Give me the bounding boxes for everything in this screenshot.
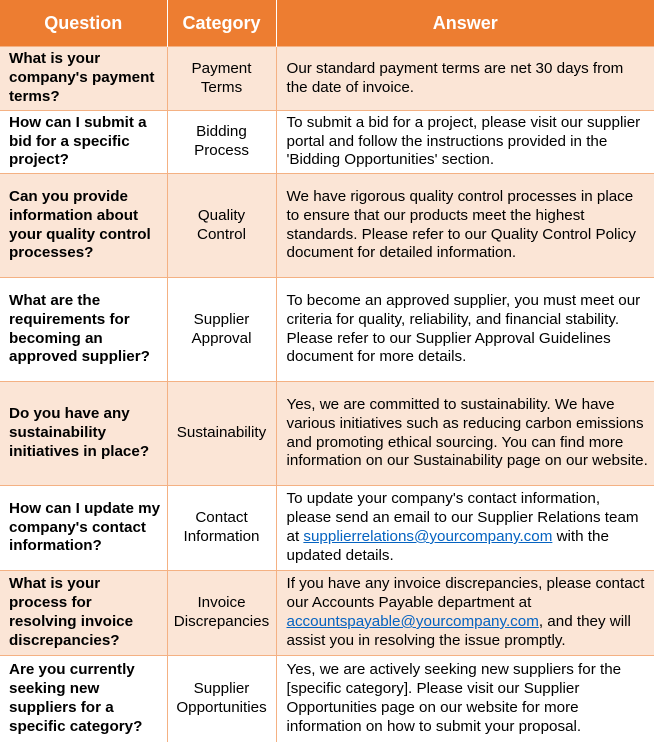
category-line: Quality: [197, 206, 246, 224]
category-line: Contact: [195, 509, 248, 527]
table-row: [0, 486, 654, 571]
table-row: [0, 382, 654, 486]
answer-cell: Yes, we are actively seeking new suppliers for the [specific category]. Please visit our Supplier Opportunities page on our website for more information on how to submit your proposal.: [276, 656, 654, 742]
answer-cell: To become an approved supplier, you must meet our criteria for quality, reliability, and financial stability. Please refer to our Supplier Approval Guidelines document for more details.: [276, 278, 654, 382]
table-row: [0, 111, 654, 174]
header-answer: Answer: [276, 0, 654, 47]
answer-text: If you have any invoice discrepancies, please contact our Accounts Payable department at: [286, 575, 645, 612]
header-category: Category: [167, 0, 276, 47]
answer-cell: [276, 571, 654, 656]
answer-text: To update your company's contact information, please send an email to our Supplier Relations team at: [286, 490, 639, 545]
category-cell: [167, 571, 276, 656]
table-row: [0, 174, 654, 278]
accounts-payable-email-link[interactable]: accountspayable@yourcompany.com: [286, 613, 539, 630]
question-cell: Do you have any sustainability initiatives in place?: [0, 382, 167, 486]
category-line: Payment: [191, 59, 252, 77]
answer-text: , and they will assist you in resolving the issue promptly.: [286, 613, 631, 649]
category-line: Terms: [200, 78, 243, 96]
answer-text: with the updated details.: [286, 528, 609, 564]
question-cell: How can I submit a bid for a specific project?: [0, 111, 167, 174]
question-cell: What is your process for resolving invoice discrepancies?: [0, 571, 167, 656]
header-question: Question: [0, 0, 167, 47]
question-cell: Can you provide information about your quality control processes?: [0, 174, 167, 278]
category-cell: [167, 47, 276, 111]
category-cell: [167, 486, 276, 571]
category-line: Approval: [191, 329, 252, 347]
answer-cell: Yes, we are committed to sustainability. We have various initiatives such as reducing carbon emissions and promoting ethical sourcing. You can find more information on our Sustainability page on our website.: [276, 382, 654, 486]
question-cell: Are you currently seeking new suppliers for a specific category?: [0, 656, 167, 742]
answer-cell: Our standard payment terms are net 30 days from the date of invoice.: [276, 47, 654, 111]
category-cell: [167, 278, 276, 382]
category-line: Opportunities: [176, 698, 267, 716]
category-cell: [167, 382, 276, 486]
table-row: [0, 47, 654, 111]
question-cell: What is your company's payment terms?: [0, 47, 167, 111]
question-cell: How can I update my company's contact information?: [0, 486, 167, 571]
category-cell: [167, 656, 276, 742]
header-row: [0, 0, 654, 47]
category-line: Control: [197, 225, 246, 243]
answer-cell: We have rigorous quality control processes in place to ensure that our products meet the highest standards. Please refer to our Quality Control Policy document for detailed information.: [276, 174, 654, 278]
category-line: Discrepancies: [173, 613, 270, 630]
answer-cell: To submit a bid for a project, please visit our supplier portal and follow the instructions provided in the 'Bidding Opportunities' section.: [276, 111, 654, 174]
question-cell: What are the requirements for becoming an approved supplier?: [0, 278, 167, 382]
category-line: Information: [183, 528, 260, 545]
category-line: Supplier: [193, 679, 250, 697]
category-line: Bidding: [196, 123, 247, 141]
category-line: Supplier: [193, 310, 250, 328]
category-line: Sustainability: [176, 424, 267, 442]
answer-cell: [276, 486, 654, 571]
table-row: [0, 278, 654, 382]
supplier-relations-email-link[interactable]: supplierrelations@yourcompany.com: [303, 528, 553, 545]
category-line: Process: [194, 142, 249, 159]
category-line: Invoice: [197, 594, 246, 612]
table-row: [0, 571, 654, 656]
category-cell: [167, 111, 276, 174]
table-row: [0, 656, 654, 742]
category-cell: [167, 174, 276, 278]
